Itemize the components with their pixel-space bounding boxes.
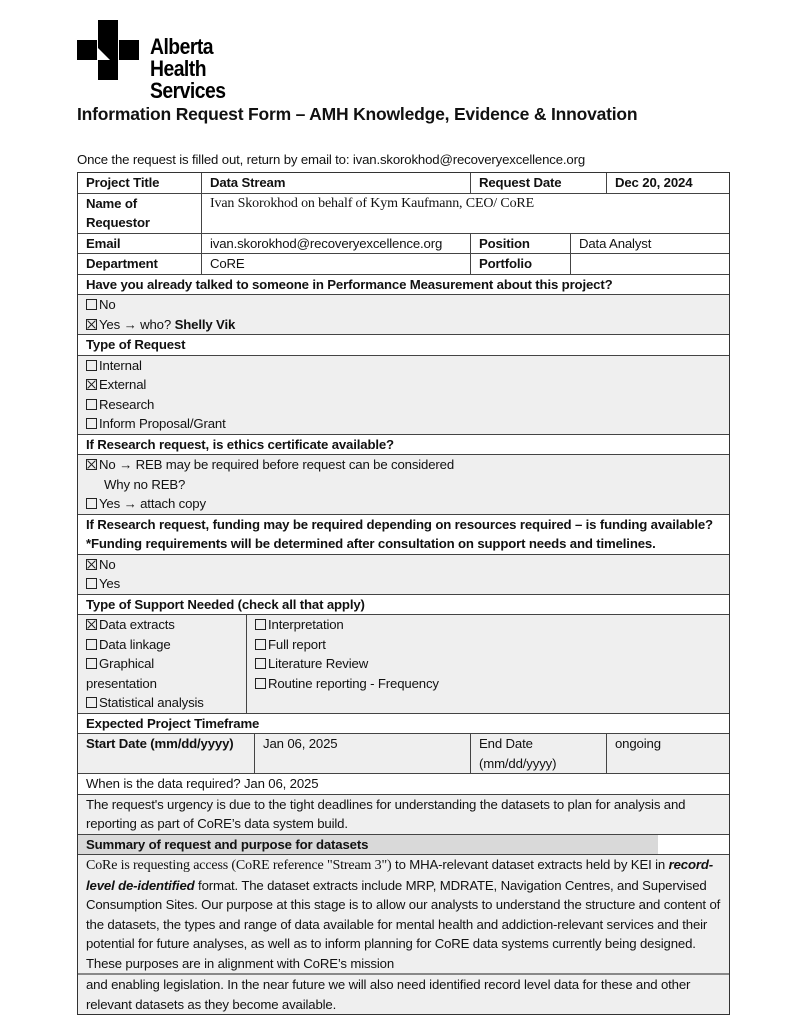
summary-intro: CoRe is requesting access (CoRE reference "Stream 3") <box>86 858 392 873</box>
summary-body-row <box>78 854 729 973</box>
funding-question-cell <box>78 515 729 554</box>
position-label: Position <box>470 234 570 254</box>
form-title: Information Request Form – AMH Knowledge, Evidence & Innovation <box>77 104 638 124</box>
checkbox-unchecked-icon[interactable] <box>255 678 266 689</box>
summary-text[interactable] <box>78 855 729 973</box>
logo-line-1: Alberta Health <box>150 34 214 81</box>
urgency-row <box>78 794 729 834</box>
option-label: Data linkage <box>99 636 171 652</box>
email-label: Email <box>86 235 121 251</box>
perf-option-no-label: No <box>99 297 116 312</box>
option-label: Yes <box>99 576 121 591</box>
request-type-options <box>78 355 729 434</box>
support-data-extracts[interactable] <box>86 615 238 635</box>
request-type-internal[interactable] <box>78 356 729 376</box>
support-routine-reporting[interactable] <box>255 674 721 694</box>
portfolio-field[interactable] <box>570 254 729 274</box>
email-field[interactable]: ivan.skorokhod@recoveryexcellence.org <box>201 234 470 254</box>
perf-measurement-question-row <box>78 274 729 295</box>
request-date-label: Request Date <box>470 173 606 193</box>
summary-continued-row <box>78 973 729 1014</box>
why-no-reb-prompt[interactable]: Why no REB? <box>104 476 186 492</box>
support-data-linkage[interactable] <box>86 635 238 655</box>
support-literature-review[interactable] <box>255 654 721 674</box>
option-label: Research <box>99 396 155 412</box>
end-date-field[interactable]: ongoing <box>606 734 729 773</box>
option-label: Literature Review <box>268 656 369 671</box>
ethics-options <box>78 454 729 514</box>
request-type-external[interactable] <box>78 375 729 395</box>
summary-emphasis: record-level de-identified <box>86 857 713 893</box>
position-field[interactable]: Data Analyst <box>570 234 729 254</box>
funding-options <box>78 554 729 594</box>
request-form <box>77 172 730 1015</box>
logo-wordmark <box>150 36 225 102</box>
support-question: Type of Support Needed (check all that apply) <box>86 596 365 612</box>
request-date-field[interactable]: Dec 20, 2024 <box>606 173 729 193</box>
funding-question-row <box>78 514 729 554</box>
option-label: Graphical presentation <box>86 656 157 691</box>
project-title-field[interactable]: Data Stream <box>201 173 470 193</box>
option-label: No → REB may be required before request can be considered <box>99 457 455 472</box>
option-label: Data extracts <box>99 617 175 632</box>
urgency-text[interactable]: The request's urgency is due to the tight deadlines for understanding the datasets to plan for analysis and reporting as part of CoRE’s data system build. <box>86 796 686 831</box>
checkbox-checked-icon[interactable] <box>86 559 97 570</box>
ethics-option-yes[interactable] <box>78 494 729 514</box>
summary-heading: Summary of request and purpose for datasets <box>78 835 729 855</box>
checkbox-unchecked-icon[interactable] <box>86 697 97 708</box>
ahs-cross-icon <box>77 20 139 80</box>
support-full-report[interactable] <box>255 635 721 655</box>
request-type-question: Type of Request <box>86 337 186 352</box>
option-label: Interpretation <box>268 617 344 632</box>
request-type-question-row <box>78 334 729 355</box>
start-date-field[interactable]: Jan 06, 2025 <box>254 734 470 773</box>
checkbox-unchecked-icon[interactable] <box>86 658 97 669</box>
requestor-row <box>78 193 729 233</box>
department-label: Department <box>86 256 158 271</box>
checkbox-unchecked-icon[interactable] <box>86 418 97 429</box>
support-right-column <box>246 615 729 713</box>
request-type-proposal[interactable] <box>78 414 729 434</box>
perf-option-no[interactable] <box>78 295 729 315</box>
support-statistical-analysis[interactable] <box>86 693 238 713</box>
department-row <box>78 253 729 274</box>
return-instruction: Once the request is filled out, return by email to: ivan.skorokhod@recoveryexcellence.org <box>77 152 586 167</box>
checkbox-checked-icon[interactable] <box>86 379 97 390</box>
timeframe-heading: Expected Project Timeframe <box>86 715 260 731</box>
data-required-row <box>78 773 729 794</box>
option-label: Internal <box>99 357 142 373</box>
summary-after-intro: to MHA-relevant dataset extracts held by KEI in <box>391 857 669 872</box>
option-label: Full report <box>268 636 326 652</box>
requestor-field[interactable]: Ivan Skorokhod on behalf of Kym Kaufmann, CEO/ CoRE <box>201 194 729 233</box>
support-interpretation[interactable] <box>255 615 721 635</box>
option-label: Inform Proposal/Grant <box>99 416 226 431</box>
support-question-row <box>78 594 729 615</box>
perf-contact-name[interactable]: Shelly Vik <box>174 316 236 332</box>
request-type-research[interactable] <box>78 395 729 415</box>
email-row <box>78 233 729 254</box>
checkbox-unchecked-icon[interactable] <box>86 360 97 371</box>
checkbox-checked-icon[interactable] <box>86 319 97 330</box>
funding-question: If Research request, funding may be required depending on resources required – is funding available? <box>86 516 713 532</box>
perf-measurement-options <box>78 294 729 334</box>
checkbox-unchecked-icon[interactable] <box>86 399 97 410</box>
timeframe-dates-row <box>78 733 729 773</box>
ethics-question-row <box>78 434 729 455</box>
funding-option-no[interactable] <box>78 555 729 575</box>
summary-continued-text[interactable]: and enabling legislation. In the near future we will also need identified record level data for these and other relevant datasets as they become available. <box>86 977 691 1012</box>
checkbox-checked-icon[interactable] <box>86 459 97 470</box>
checkbox-unchecked-icon[interactable] <box>86 639 97 650</box>
support-graphical-presentation[interactable] <box>86 654 196 693</box>
option-label: Routine reporting - Frequency <box>268 675 439 691</box>
logo-line-2: Services <box>150 78 226 103</box>
requestor-label: Name of Requestor <box>86 195 150 230</box>
support-options <box>78 614 729 713</box>
checkbox-unchecked-icon[interactable] <box>86 299 97 310</box>
data-required-text[interactable]: When is the data required? Jan 06, 2025 <box>86 776 319 791</box>
perf-measurement-question: Have you already talked to someone in Performance Measurement about this project? <box>86 276 613 292</box>
checkbox-unchecked-icon[interactable] <box>86 578 97 589</box>
checkbox-checked-icon[interactable] <box>86 619 97 630</box>
option-label: No <box>99 556 116 572</box>
checkbox-unchecked-icon[interactable] <box>255 619 266 630</box>
project-title-label: Project Title <box>86 175 160 190</box>
option-label: Statistical analysis <box>99 695 204 710</box>
checkbox-unchecked-icon[interactable] <box>86 498 97 509</box>
funding-note: *Funding requirements will be determined after consultation on support needs and timelines. <box>86 536 656 551</box>
perf-option-yes-label: Yes → who? <box>99 316 175 332</box>
end-date-label: End Date (mm/dd/yyyy) <box>470 734 606 773</box>
timeframe-heading-row <box>78 713 729 734</box>
portfolio-label: Portfolio <box>470 254 570 274</box>
start-date-label: Start Date (mm/dd/yyyy) <box>86 736 234 751</box>
option-label: Yes → attach copy <box>99 496 206 511</box>
funding-option-yes[interactable] <box>78 574 729 594</box>
ethics-question: If Research request, is ethics certificate available? <box>86 436 394 452</box>
option-label: External <box>99 377 147 392</box>
summary-main: format. The dataset extracts include MRP, MDRATE, Navigation Centres, and Supervised Consumption Sites. Our purpose at this stage is to allow our analysts to understand the structure and content of the datasets, the types and range of data available for mental health and addiction-relevant services and their potential for future analyses, as well as to inform planning for CoRE data systems currently being designed. These purposes are in alignment with CoRE’s mission <box>86 877 721 971</box>
ethics-option-no[interactable] <box>78 455 729 475</box>
checkbox-unchecked-icon[interactable] <box>255 639 266 650</box>
department-field[interactable]: CoRE <box>201 254 470 274</box>
summary-heading-row <box>78 834 729 855</box>
perf-option-yes[interactable] <box>78 315 729 335</box>
support-left-column <box>78 615 246 713</box>
project-title-row <box>78 173 729 193</box>
checkbox-unchecked-icon[interactable] <box>255 658 266 669</box>
